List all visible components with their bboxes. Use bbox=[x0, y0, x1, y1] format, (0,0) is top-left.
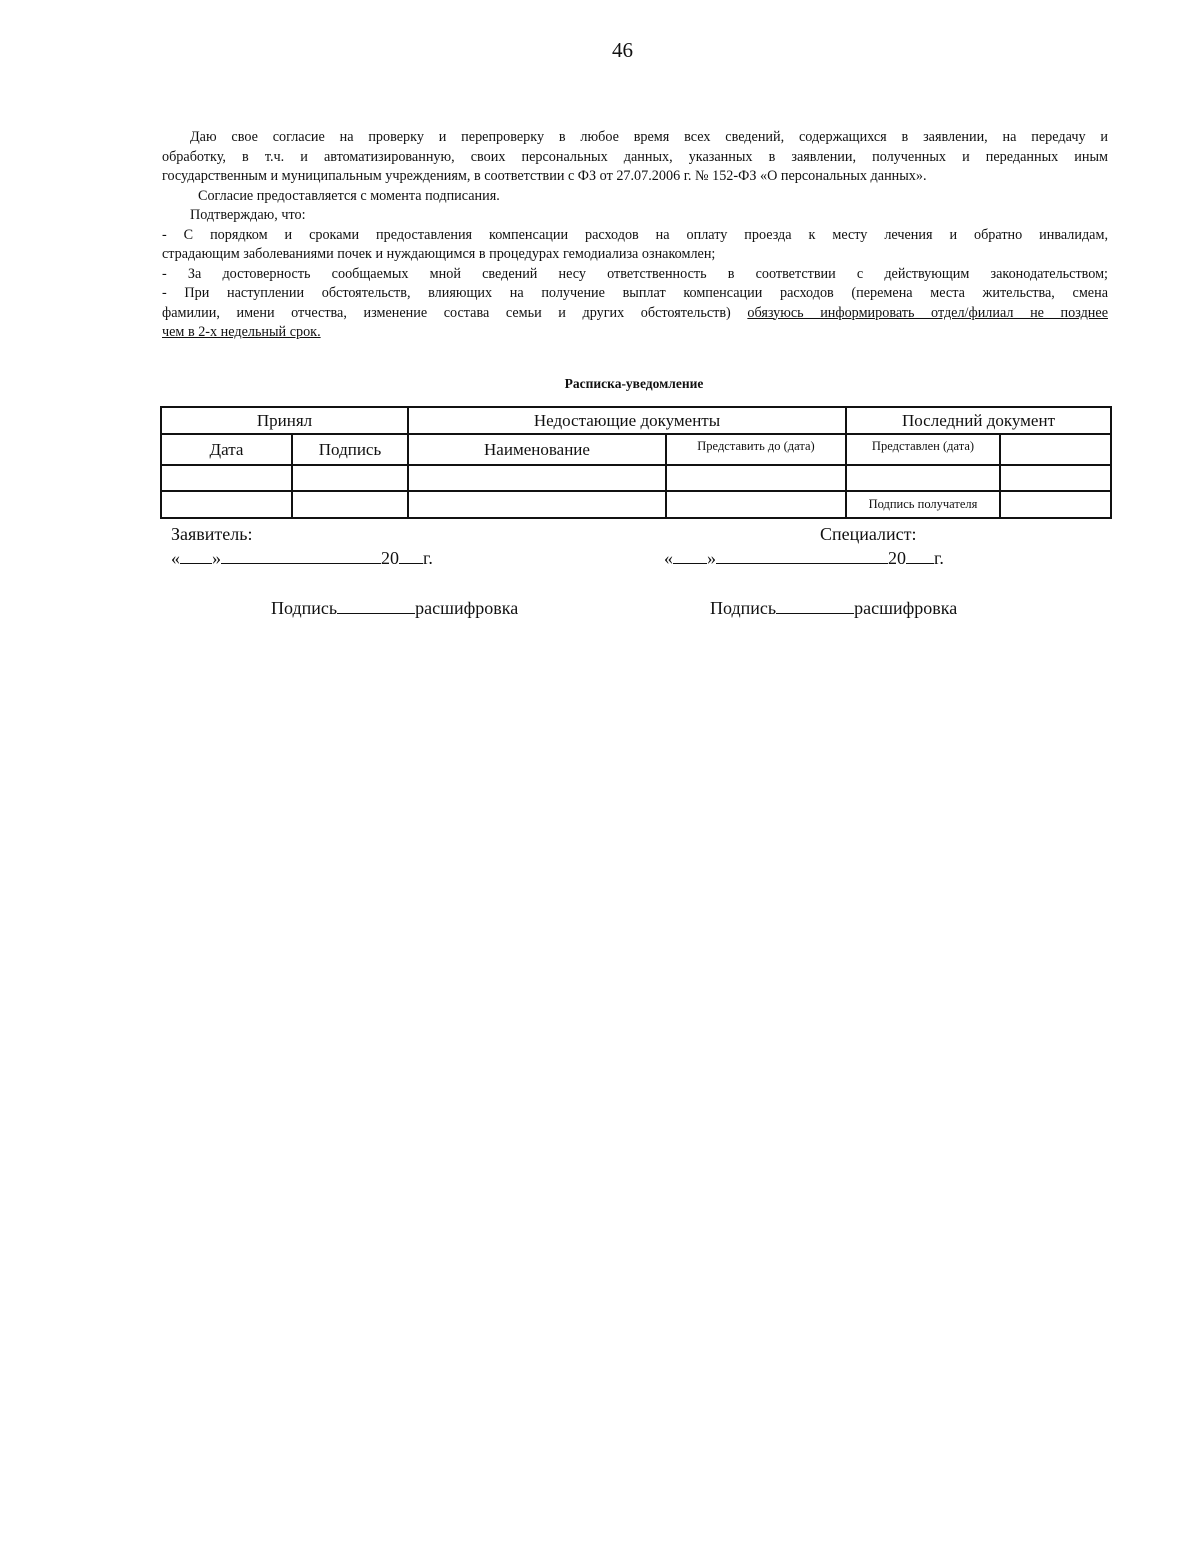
col-submit-by: Представить до (дата) bbox=[666, 434, 846, 465]
consent-text bbox=[162, 128, 1108, 343]
consent-line: обработку, в т.ч. и автоматизированную, своих персональных данных, указанных в заявлении, полученных и переданных иным bbox=[162, 148, 1108, 165]
specialist-label: Специалист: bbox=[820, 524, 917, 544]
cell-date[interactable] bbox=[161, 465, 292, 491]
bullet-inform-end bbox=[162, 323, 1108, 343]
cell-name[interactable] bbox=[408, 491, 666, 518]
day-blank[interactable] bbox=[180, 546, 212, 564]
cell-last-doc-value[interactable] bbox=[1000, 465, 1111, 491]
cell-name[interactable] bbox=[408, 465, 666, 491]
table-row bbox=[161, 407, 1111, 434]
bullet-responsibility: - За достоверность сообщаемых мной сведений несу ответственность в соответствии с действующим законодательством; bbox=[162, 265, 1108, 282]
cell-submitted-value[interactable] bbox=[1000, 434, 1111, 465]
consent-validity: Согласие предоставляется с момента подписания. bbox=[198, 187, 500, 204]
bullet-inform-cont bbox=[162, 304, 1108, 324]
cell-recipient-signature-value[interactable] bbox=[1000, 491, 1111, 518]
receipt-table bbox=[160, 406, 1112, 519]
decoding-word: расшифровка bbox=[854, 598, 958, 618]
col-signature: Подпись bbox=[292, 434, 408, 465]
receipt-title: Расписка-уведомление bbox=[564, 376, 704, 391]
year-blank[interactable] bbox=[399, 546, 423, 564]
col-date: Дата bbox=[161, 434, 292, 465]
inform-underlined: обязуюсь информировать отдел/филиал не позднее bbox=[747, 304, 1108, 321]
table-row bbox=[161, 434, 1111, 465]
quote-close: » bbox=[707, 548, 716, 568]
signature-word: Подпись bbox=[271, 598, 338, 618]
cell-signature[interactable] bbox=[292, 491, 408, 518]
applicant-date-line bbox=[171, 546, 433, 569]
year-prefix: 20 bbox=[888, 548, 906, 568]
inform-plain: фамилии, имени отчества, изменение состава семьи и других обстоятельств) bbox=[162, 304, 748, 321]
quote-close: » bbox=[212, 548, 221, 568]
year-suffix: г. bbox=[423, 548, 433, 568]
col-name: Наименование bbox=[408, 434, 666, 465]
cell-submit-by[interactable] bbox=[666, 491, 846, 518]
specialist-date-line bbox=[664, 546, 944, 569]
bullet-inform: - При наступлении обстоятельств, влияющих на получение выплат компенсации расходов (перемена места жительства, смена bbox=[162, 285, 1108, 301]
decoding-word: расшифровка bbox=[415, 598, 519, 618]
table-row bbox=[161, 465, 1111, 491]
quote-open: « bbox=[171, 548, 180, 568]
day-blank[interactable] bbox=[673, 546, 707, 564]
bullet-familiarized-cont: страдающим заболеваниями почек и нуждающимся в процедурах гемодиализа ознакомлен; bbox=[162, 246, 716, 262]
signature-blank[interactable] bbox=[337, 596, 415, 614]
col-recipient-signature: Подпись получателя bbox=[846, 491, 1000, 518]
header-last-doc: Последний документ bbox=[846, 407, 1111, 434]
inform-deadline: чем в 2-х недельный срок. bbox=[162, 324, 321, 340]
month-blank[interactable] bbox=[221, 546, 381, 564]
consent-line: Даю свое согласие на проверку и перепроверку в любое время всех сведений, содержащихся в заявлении, на передачу и bbox=[190, 129, 1108, 145]
specialist-signature-line bbox=[710, 596, 957, 619]
quote-open: « bbox=[664, 548, 673, 568]
col-submitted: Представлен (дата) bbox=[846, 434, 1000, 465]
applicant-label: Заявитель: bbox=[171, 524, 253, 544]
month-blank[interactable] bbox=[716, 546, 888, 564]
bullet-familiarized: - С порядком и сроками предоставления компенсации расходов на оплату проезда к месту лечения и обратно инвалидам, bbox=[162, 226, 1108, 243]
confirm-heading: Подтверждаю, что: bbox=[190, 207, 306, 223]
signature-blank[interactable] bbox=[776, 596, 854, 614]
cell-signature[interactable] bbox=[292, 465, 408, 491]
header-missing-docs: Недостающие документы bbox=[408, 407, 846, 434]
year-suffix: г. bbox=[934, 548, 944, 568]
cell-last-doc[interactable] bbox=[846, 465, 1000, 491]
applicant-signature-line bbox=[271, 596, 518, 619]
signature-word: Подпись bbox=[710, 598, 777, 618]
header-accepted: Принял bbox=[161, 407, 408, 434]
year-prefix: 20 bbox=[381, 548, 399, 568]
cell-date[interactable] bbox=[161, 491, 292, 518]
page-number: 46 bbox=[612, 38, 633, 62]
cell-submit-by[interactable] bbox=[666, 465, 846, 491]
year-blank[interactable] bbox=[906, 546, 934, 564]
consent-line: государственным и муниципальным учреждениям, в соответствии с ФЗ от 27.07.2006 г. № 152-ФЗ «О персональных данных». bbox=[162, 168, 927, 184]
table-row bbox=[161, 491, 1111, 518]
